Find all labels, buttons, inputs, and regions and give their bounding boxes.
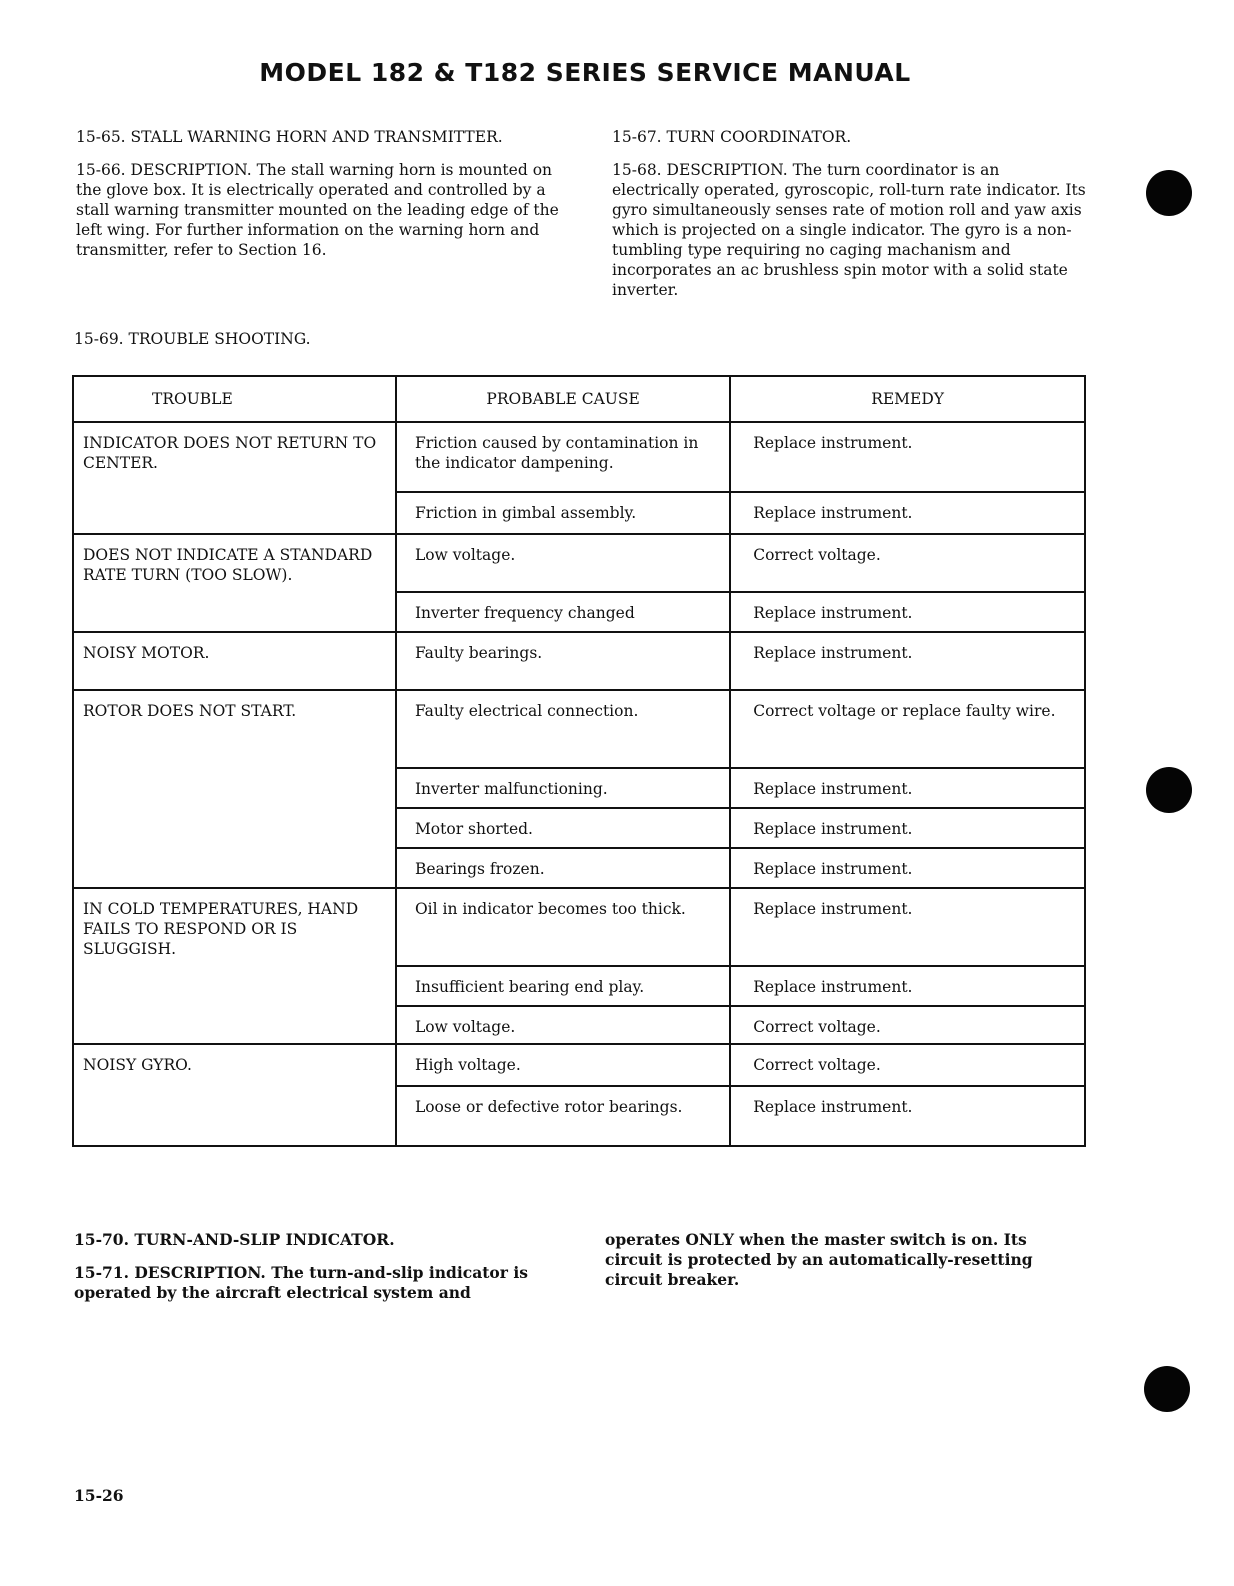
cause-cell: Bearings frozen. <box>396 848 730 888</box>
remedy-cell: Replace instrument. <box>730 848 1085 888</box>
binder-hole-icon <box>1146 767 1192 813</box>
cause-cell: Oil in indicator becomes too thick. <box>396 888 730 966</box>
page-number: 15-26 <box>74 1486 124 1505</box>
cause-cell: Insufficient bearing end play. <box>396 966 730 1006</box>
section-15-65 <box>76 127 571 260</box>
section-15-67 <box>612 127 1087 300</box>
remedy-cell: Correct voltage. <box>730 534 1085 592</box>
table-row <box>73 422 1085 492</box>
paragraph-text: The stall warning horn is mounted on the glove box. It is electrically operated and controlled by a stall warning transmitter mounted on the leading edge of the left wing. For further information on the warning horn and transmitter, refer to Section 16. <box>76 161 559 259</box>
paragraph-text: The turn coordinator is an electrically operated, gyroscopic, roll-turn rate indicator. Its gyro simultaneously senses rate of motion roll and yaw axis which is projected on a single indicator. The gyro is a non-tumbling type requiring no caging machanism and incorporates an ac brushless spin motor with a solid state inverter. <box>612 161 1086 299</box>
trouble-cell: DOES NOT INDICATE A STANDARD RATE TURN (TOO SLOW). <box>73 534 396 632</box>
paragraph-text: operates ONLY when the master switch is on. Its circuit is protected by an automatically-resetting circuit breaker. <box>605 1230 1033 1289</box>
section-heading: 15-67. TURN COORDINATOR. <box>612 128 852 146</box>
column-header-trouble: TROUBLE <box>73 376 396 422</box>
section-paragraph <box>74 1263 564 1303</box>
remedy-cell: Replace instrument. <box>730 808 1085 848</box>
table-row <box>73 690 1085 768</box>
trouble-cell: IN COLD TEMPERATURES, HAND FAILS TO RESPOND OR IS SLUGGISH. <box>73 888 396 1044</box>
remedy-cell: Replace instrument. <box>730 422 1085 492</box>
paragraph-text: The turn-and-slip indicator is operated by the aircraft electrical system and <box>74 1263 528 1302</box>
cause-cell: Faulty bearings. <box>396 632 730 690</box>
cause-cell: Low voltage. <box>396 534 730 592</box>
paragraph-number: 15-68. DESCRIPTION. <box>612 161 788 179</box>
cause-cell: High voltage. <box>396 1044 730 1086</box>
paragraph-number: 15-71. DESCRIPTION. <box>74 1263 266 1282</box>
cause-cell: Inverter frequency changed <box>396 592 730 632</box>
cause-cell: Faulty electrical connection. <box>396 690 730 768</box>
section-heading: 15-65. STALL WARNING HORN AND TRANSMITTER. <box>76 128 503 146</box>
table-header-row <box>73 376 1085 422</box>
page-title: MODEL 182 & T182 SERIES SERVICE MANUAL <box>259 58 911 87</box>
cause-cell: Friction caused by contamination in the indicator dampening. <box>396 422 730 492</box>
table-row <box>73 888 1085 966</box>
trouble-cell: ROTOR DOES NOT START. <box>73 690 396 888</box>
section-heading: 15-69. TROUBLE SHOOTING. <box>74 330 311 348</box>
section-15-70 <box>74 1230 564 1303</box>
remedy-cell: Replace instrument. <box>730 1086 1085 1146</box>
cause-cell: Loose or defective rotor bearings. <box>396 1086 730 1146</box>
remedy-cell: Replace instrument. <box>730 492 1085 534</box>
table-row <box>73 534 1085 592</box>
column-header-cause: PROBABLE CAUSE <box>396 376 730 422</box>
remedy-cell: Replace instrument. <box>730 592 1085 632</box>
column-header-remedy: REMEDY <box>730 376 1085 422</box>
remedy-cell: Correct voltage. <box>730 1044 1085 1086</box>
paragraph-number: 15-66. DESCRIPTION. <box>76 161 252 179</box>
trouble-cell: INDICATOR DOES NOT RETURN TO CENTER. <box>73 422 396 534</box>
trouble-cell: NOISY MOTOR. <box>73 632 396 690</box>
cause-cell: Motor shorted. <box>396 808 730 848</box>
cause-cell: Low voltage. <box>396 1006 730 1044</box>
table-row <box>73 1044 1085 1086</box>
cause-cell: Friction in gimbal assembly. <box>396 492 730 534</box>
section-15-69 <box>74 329 474 362</box>
trouble-cell: NOISY GYRO. <box>73 1044 396 1146</box>
remedy-cell: Replace instrument. <box>730 888 1085 966</box>
binder-hole-icon <box>1146 170 1192 216</box>
troubleshooting-table <box>72 375 1086 1147</box>
section-paragraph <box>76 160 571 260</box>
remedy-cell: Replace instrument. <box>730 632 1085 690</box>
remedy-cell: Replace instrument. <box>730 966 1085 1006</box>
section-15-71-continued <box>605 1230 1080 1290</box>
cause-cell: Inverter malfunctioning. <box>396 768 730 808</box>
table-row <box>73 632 1085 690</box>
remedy-cell: Correct voltage. <box>730 1006 1085 1044</box>
section-heading: 15-70. TURN-AND-SLIP INDICATOR. <box>74 1230 395 1249</box>
remedy-cell: Correct voltage or replace faulty wire. <box>730 690 1085 768</box>
binder-hole-icon <box>1144 1366 1190 1412</box>
section-paragraph <box>612 160 1087 300</box>
remedy-cell: Replace instrument. <box>730 768 1085 808</box>
